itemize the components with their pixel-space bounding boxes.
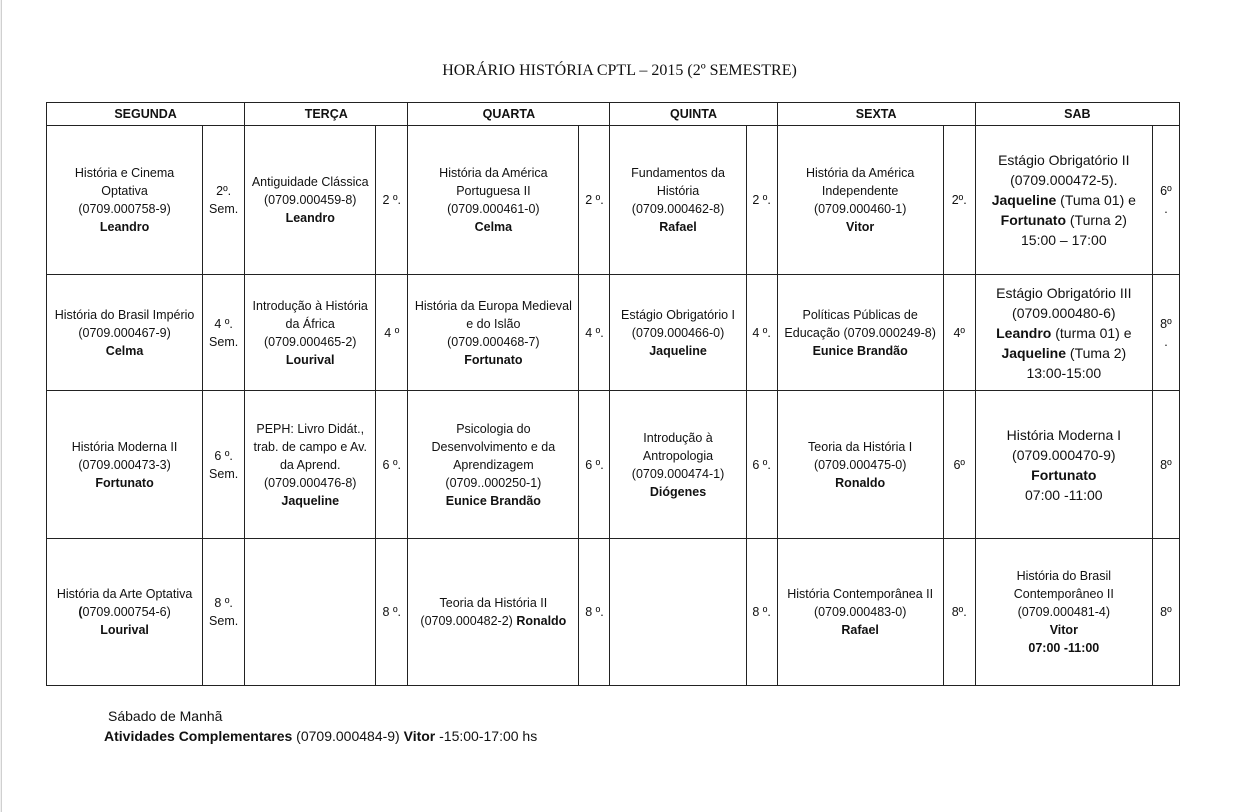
course-cell	[408, 126, 579, 275]
semester-cell: 8 º.	[579, 539, 610, 686]
course-group: (turma 01) e	[1051, 324, 1132, 341]
course-code: (0709.000459-8)	[264, 193, 357, 207]
day-header-segunda: SEGUNDA	[47, 103, 245, 126]
footer-activity-professor: Vitor	[403, 728, 436, 744]
course-code-open: (	[78, 605, 83, 619]
course-time: 07:00 -11:00	[1028, 641, 1100, 655]
course-code: (0709.000461-0)	[447, 202, 540, 216]
course-professor: Leandro	[285, 211, 335, 225]
semester-cell: 8 º.	[376, 539, 408, 686]
page-title: HORÁRIO HISTÓRIA CPTL – 2015 (2º SEMESTRE)	[442, 62, 797, 79]
semester-cell: 2 º.	[746, 126, 777, 275]
course-cell	[408, 391, 579, 539]
course-name: História da Arte Optativa	[56, 587, 193, 601]
course-code: (0709.000475-0)	[813, 457, 907, 472]
semester-number: 8 º.	[214, 596, 233, 610]
footer-activity-line	[104, 726, 537, 746]
course-professor: Rafael	[841, 623, 879, 637]
semester-cell	[203, 126, 245, 275]
table-row	[47, 391, 1180, 539]
semester-cell: 2 º.	[376, 126, 408, 275]
table-row	[47, 126, 1180, 275]
semester-cell: 6 º.	[376, 391, 408, 539]
semester-number: 2º.	[216, 184, 232, 198]
course-code: (0709.000467-9)	[78, 325, 171, 340]
course-professor: Lourival	[100, 623, 149, 637]
course-cell	[975, 539, 1152, 686]
course-code: (0709..000250-1)	[445, 475, 542, 490]
semester-cell: 8º.	[943, 539, 975, 686]
course-professor: Rafael	[659, 220, 697, 234]
semester-cell: 4 º	[376, 275, 408, 391]
course-cell	[408, 539, 579, 686]
semester-label: Sem.	[209, 202, 239, 216]
semester-cell: 2 º.	[579, 126, 610, 275]
course-code-rest: 0709.000754-6)	[82, 605, 171, 619]
course-professor: Fortunato	[464, 352, 523, 367]
course-code: (0709.000473-3)	[78, 457, 171, 472]
course-code-line	[413, 612, 573, 630]
course-name: História Moderna II	[71, 439, 178, 454]
course-code	[52, 603, 197, 621]
semester-number: 6 º.	[214, 448, 233, 463]
course-cell	[610, 275, 746, 391]
course-cell	[777, 275, 943, 391]
course-code: (0709.000466-0)	[631, 325, 725, 340]
course-name: Estágio Obrigatório II	[998, 152, 1130, 168]
course-name: Psicologia do Desenvolvimento e da Aprendizagem	[431, 421, 556, 472]
course-professor: Jaqueline	[281, 493, 340, 508]
course-code: (0709.000476-8)	[264, 475, 357, 490]
semester-label: Sem.	[209, 614, 239, 628]
semester-cell	[203, 539, 245, 686]
course-cell	[610, 126, 746, 275]
course-time: 15:00 – 17:00	[1021, 232, 1107, 248]
course-professor: Celma	[474, 220, 513, 234]
course-name: História do Brasil Contemporâneo II	[1013, 569, 1114, 601]
semester-number: 6º	[1160, 184, 1172, 198]
course-name: História Moderna I	[1006, 426, 1122, 443]
semester-label: .	[1164, 334, 1168, 349]
course-cell	[975, 391, 1152, 539]
course-code: (0709.000460-1)	[813, 202, 907, 216]
semester-cell	[203, 275, 245, 391]
course-name: Estágio Obrigatório III	[996, 284, 1132, 301]
course-professor: Ronaldo	[516, 614, 567, 628]
semester-label: Sem.	[209, 466, 239, 481]
course-name: Estágio Obrigatório I	[621, 307, 735, 322]
course-cell	[245, 275, 376, 391]
course-professor: Vitor	[846, 220, 875, 234]
course-time: 07:00 -11:00	[1025, 486, 1103, 503]
course-cell	[47, 275, 203, 391]
course-cell	[975, 275, 1152, 391]
course-professor: Lourival	[285, 352, 335, 367]
course-professor: Diógenes	[649, 484, 707, 499]
course-group: (Tuma 01) e	[1056, 192, 1136, 208]
course-cell	[47, 126, 203, 275]
course-name: Introdução à História da África	[252, 298, 368, 331]
footer-activity-time: -15:00-17:00 hs	[435, 728, 538, 744]
course-name: História e Cinema Optativa	[74, 166, 175, 198]
course-professor: Leandro	[996, 324, 1052, 341]
course-code: (0709.000472-5).	[1010, 172, 1118, 188]
day-header-sexta: SEXTA	[777, 103, 975, 126]
course-cell	[610, 391, 746, 539]
semester-cell	[1152, 275, 1179, 391]
course-cell	[777, 126, 943, 275]
semester-cell: 8º	[1152, 539, 1179, 686]
course-professor: Leandro	[99, 220, 150, 234]
course-name: História da Europa Medieval e do Islão	[414, 298, 572, 331]
semester-cell: 8º	[1152, 391, 1179, 539]
course-cell	[777, 539, 943, 686]
course-group: (Turna 2)	[1066, 212, 1127, 228]
day-header-sab: SAB	[975, 103, 1179, 126]
day-header-quarta: QUARTA	[408, 103, 610, 126]
course-code: (0709.000470-9)	[1012, 446, 1116, 463]
course-cell	[975, 126, 1152, 275]
footer-activity-name: Atividades Complementares	[104, 728, 293, 744]
course-code: (0709.000474-1)	[631, 466, 725, 481]
semester-cell	[203, 391, 245, 539]
course-code: (0709.000465-2)	[264, 334, 357, 349]
course-professor: Celma	[105, 343, 144, 358]
footer-activity-code: (0709.000484-9)	[292, 728, 404, 744]
footer-notes	[104, 706, 537, 746]
course-name: História da América Portuguesa II	[439, 166, 548, 198]
course-name: Teoria da História II	[439, 596, 548, 610]
table-row	[47, 275, 1180, 391]
course-name: História do Brasil Império	[54, 307, 195, 322]
semester-cell: 6 º.	[579, 391, 610, 539]
day-header-terca: TERÇA	[245, 103, 408, 126]
course-code: (0709.000480-6)	[1012, 304, 1116, 321]
day-header-quinta: QUINTA	[610, 103, 777, 126]
semester-cell: 6º	[943, 391, 975, 539]
course-professors	[981, 323, 1147, 363]
empty-course-cell	[610, 539, 746, 686]
course-name: História Contemporânea II (0709.000483-0)	[787, 587, 934, 619]
footer-saturday-label: Sábado de Manhã	[108, 708, 223, 724]
table-row	[47, 539, 1180, 686]
course-code: (0709.000462-8)	[631, 202, 725, 216]
semester-label: .	[1164, 202, 1168, 216]
empty-course-cell	[245, 539, 376, 686]
semester-cell: 4º	[943, 275, 975, 391]
header-row	[47, 103, 1180, 126]
course-cell	[245, 126, 376, 275]
schedule-table	[46, 102, 1180, 686]
course-code: (0709.000758-9)	[78, 202, 171, 216]
course-professor: Ronaldo	[835, 475, 886, 490]
course-name: Introdução à Antropologia	[642, 430, 714, 463]
course-name: História da América Independente	[805, 166, 915, 198]
course-professor: Fortunato	[1000, 212, 1066, 228]
course-professor: Eunice Brandão	[812, 343, 908, 358]
semester-cell: 2º.	[943, 126, 975, 275]
course-code: (0709.000482-2)	[420, 614, 513, 628]
course-cell	[408, 275, 579, 391]
course-name: Teoria da História I	[808, 439, 913, 454]
semester-label: Sem.	[209, 334, 239, 349]
course-name: PEPH: Livro Didát., trab. de campo e Av. da Aprend.	[253, 421, 367, 472]
course-cell	[47, 539, 203, 686]
course-name: Antiguidade Clássica	[251, 175, 369, 189]
semester-number: 4 º.	[214, 316, 233, 331]
course-group: (Tuma 2)	[1066, 344, 1127, 361]
course-professor: Jaqueline	[649, 343, 707, 358]
course-professor: Jaqueline	[1001, 344, 1067, 361]
course-professors	[981, 190, 1147, 230]
course-professor: Fortunato	[95, 475, 154, 490]
course-code: (0709.000481-4)	[1017, 605, 1111, 619]
semester-cell: 8 º.	[746, 539, 777, 686]
course-cell	[245, 391, 376, 539]
course-name: Políticas Públicas de Educação (0709.000249-8)	[784, 307, 936, 340]
course-professor: Vitor	[1049, 623, 1078, 637]
course-cell	[47, 391, 203, 539]
semester-cell: 4 º.	[579, 275, 610, 391]
semester-number: 8º	[1160, 316, 1172, 331]
course-name: Fundamentos da História	[631, 166, 725, 198]
course-professor: Eunice Brandão	[445, 493, 541, 508]
course-time: 13:00-15:00	[1026, 364, 1102, 381]
course-code: (0709.000468-7)	[447, 334, 540, 349]
course-professor: Jaqueline	[991, 192, 1057, 208]
course-cell	[777, 391, 943, 539]
semester-cell	[1152, 126, 1179, 275]
semester-cell: 6 º.	[746, 391, 777, 539]
semester-cell: 4 º.	[746, 275, 777, 391]
course-professor: Fortunato	[1031, 466, 1097, 483]
